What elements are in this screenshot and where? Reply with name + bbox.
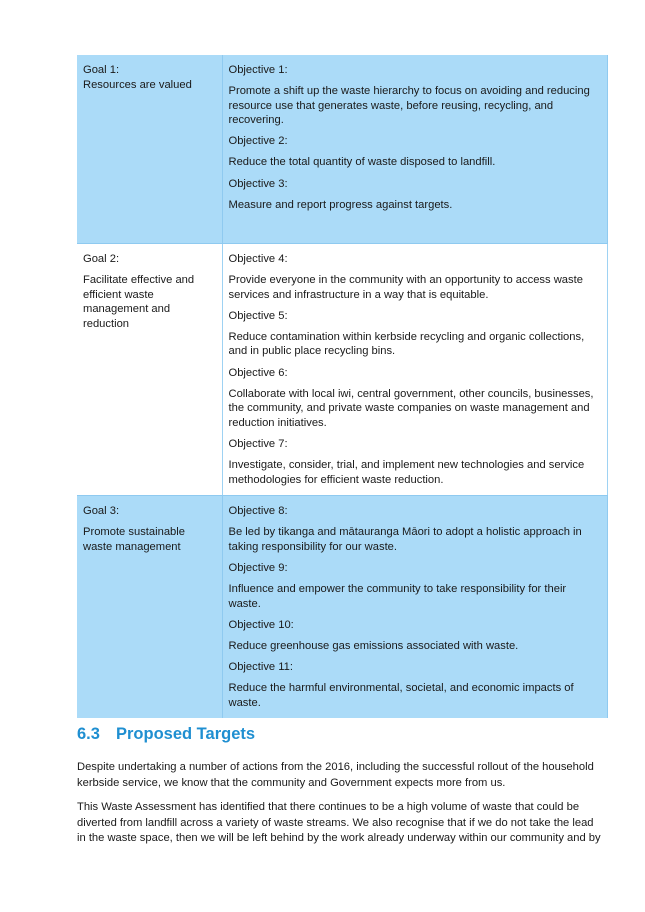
- objective-text: Reduce greenhouse gas emissions associated with waste.: [228, 639, 519, 652]
- objective-label: Objective 3:: [228, 177, 288, 190]
- goal-label: Goal 2:: [83, 253, 120, 265]
- goal-label: Goal 3:: [83, 505, 120, 518]
- goal-row: [77, 244, 607, 496]
- objective-text: Reduce the total quantity of waste disposed to landfill.: [228, 156, 496, 169]
- objective-label: Objective 1:: [228, 64, 288, 76]
- objective-label: Objective 11:: [228, 660, 293, 673]
- goal-cell: [77, 496, 222, 719]
- objective-label: Objective 10:: [228, 618, 294, 631]
- objectives-cell: [222, 55, 607, 244]
- section-title: Proposed Targets: [116, 725, 256, 743]
- objective-text: Collaborate with local iwi, central government, other councils, businesses, the community, and private waste companies on waste management and reduction initiatives.: [228, 387, 594, 429]
- goals-objectives-table: [77, 55, 608, 718]
- goal-cell: [77, 55, 222, 244]
- goal-name: Promote sustainable waste management: [83, 526, 185, 553]
- goal-label: Goal 1:: [83, 64, 120, 76]
- objective-label: Objective 4:: [228, 253, 288, 265]
- objectives-cell: [222, 244, 607, 496]
- section-heading: [77, 725, 255, 744]
- body-paragraph: This Waste Assessment has identified that there continues to be a high volume of waste that could be diverted from landfill across a variety of waste streams. We also recognise that if we do not take the lead in the waste space, then we will be left behind by the work already underway within our community and by: [77, 801, 601, 844]
- goal-name: Facilitate effective and efficient waste management and reduction: [83, 274, 195, 330]
- objective-label: Objective 6:: [228, 366, 288, 379]
- objectives-cell: [222, 496, 607, 719]
- objective-label: Objective 2:: [228, 135, 288, 148]
- objective-text: Measure and report progress against targets.: [228, 198, 453, 211]
- goal-row: [77, 55, 607, 244]
- objective-label: Objective 9:: [228, 562, 288, 574]
- objective-text: Investigate, consider, trial, and implement new technologies and service methodologies for efficient waste reduction.: [228, 459, 585, 486]
- goal-cell: [77, 244, 222, 496]
- objective-text: Promote a shift up the waste hierarchy to focus on avoiding and reducing resource use that generates waste, before reusing, recycling, and recovering.: [228, 85, 590, 127]
- objective-label: Objective 8:: [228, 505, 288, 518]
- objective-text: Reduce contamination within kerbside recycling and organic collections, and in public place recycling bins.: [228, 330, 585, 358]
- objective-text: Be led by tikanga and mātauranga Māori to adopt a holistic approach in taking responsibility for our waste.: [228, 526, 582, 553]
- objective-text: Influence and empower the community to take responsibility for their waste.: [228, 583, 567, 610]
- objective-text: Provide everyone in the community with an opportunity to access waste services and infrastructure in a way that is equitable.: [228, 274, 583, 301]
- goal-row: [77, 496, 607, 719]
- section-number: 6.3: [77, 725, 100, 743]
- objective-text: Reduce the harmful environmental, societal, and economic impacts of waste.: [228, 682, 574, 709]
- objective-label: Objective 7:: [228, 437, 288, 450]
- goal-name: Resources are valued: [83, 78, 192, 91]
- body-paragraph: Despite undertaking a number of actions from the 2016, including the successful rollout of the household kerbside service, we know that the community and Government expects more from us.: [77, 761, 594, 789]
- objective-label: Objective 5:: [228, 309, 288, 322]
